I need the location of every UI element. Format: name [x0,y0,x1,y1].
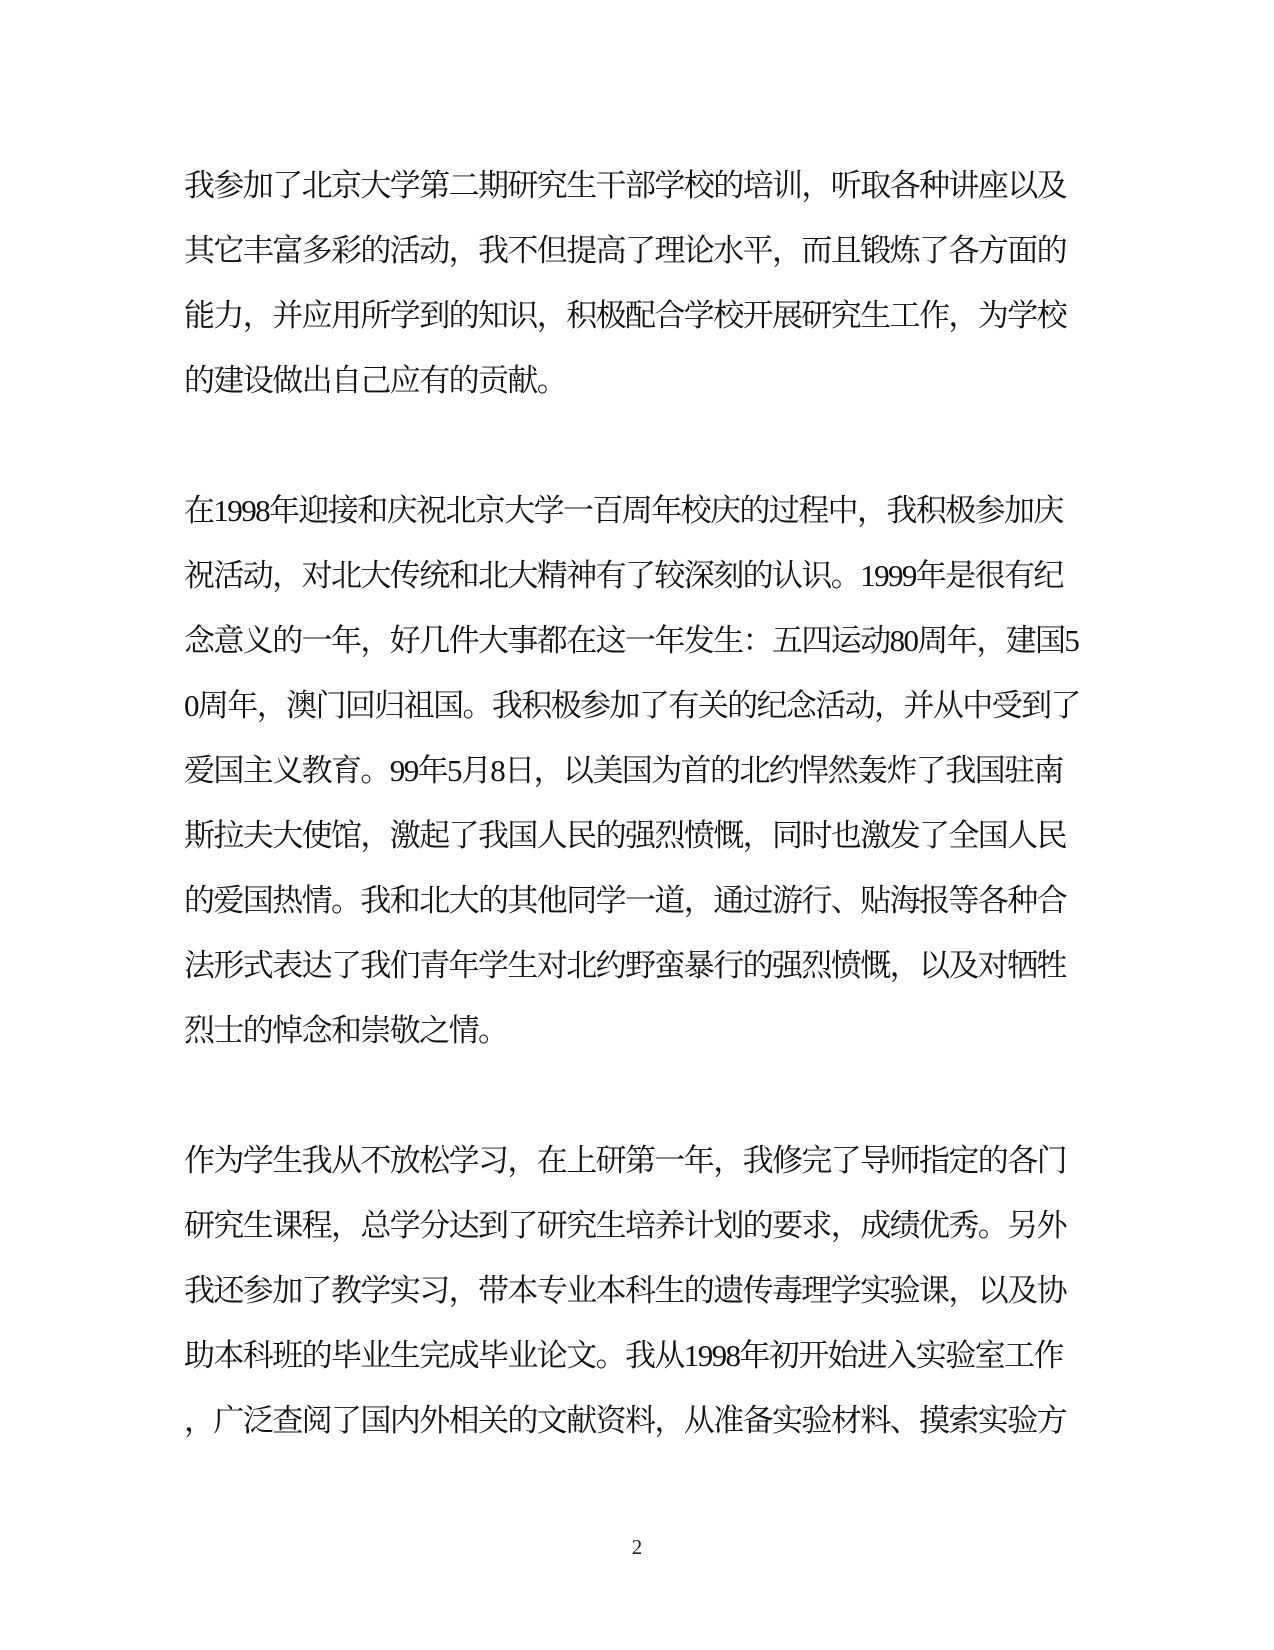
text-line: 其它丰富多彩的活动，我不但提高了理论水平，而且锻炼了各方面的 [184,233,1066,268]
text-line: 念意义的一年，好几件大事都在这一年发生：五四运动80周年，建国5 [184,623,1079,658]
text-line: 我还参加了教学实习，带本专业本科生的遗传毒理学实验课，以及协 [184,1273,1066,1308]
text-line: 0周年，澳门回归祖国。我积极参加了有关的纪念活动，并从中受到了 [184,688,1080,723]
text-line: 作为学生我从不放松学习，在上研第一年，我修完了导师指定的各门 [184,1143,1066,1178]
text-line: 助本科班的毕业生完成毕业论文。我从1998年初开始进入实验室工作 [184,1338,1063,1373]
text-line: 爱国主义教育。99年5月8日，以美国为首的北约悍然轰炸了我国驻南 [184,753,1063,788]
document-body [184,153,1080,1453]
page-number: 2 [631,1535,643,1559]
text-line: 烈士的悼念和崇敬之情。 [184,1013,508,1048]
text-line: 研究生课程，总学分达到了研究生培养计划的要求，成绩优秀。另外 [184,1208,1066,1243]
text-line: 的建设做出自己应有的贡献。 [184,363,567,398]
paragraph [184,478,1080,1063]
paragraph [184,153,1070,413]
text-line: 我参加了北京大学第二期研究生干部学校的培训，听取各种讲座以及 [184,168,1066,203]
paragraph [184,1128,1070,1453]
text-line: ，广泛查阅了国内外相关的文献资料，从准备实验材料、摸索实验方 [184,1403,1066,1438]
text-line: 法形式表达了我们青年学生对北约野蛮暴行的强烈愤慨，以及对牺牲 [184,948,1066,983]
text-line: 在1998年迎接和庆祝北京大学一百周年校庆的过程中，我积极参加庆 [184,493,1063,528]
text-line: 能力，并应用所学到的知识，积极配合学校开展研究生工作，为学校 [184,298,1066,333]
text-line: 祝活动，对北大传统和北大精神有了较深刻的认识。1999年是很有纪 [184,558,1063,593]
text-line: 斯拉夫大使馆，激起了我国人民的强烈愤慨，同时也激发了全国人民 [184,818,1066,853]
text-line: 的爱国热情。我和北大的其他同学一道，通过游行、贴海报等各种合 [184,883,1066,918]
